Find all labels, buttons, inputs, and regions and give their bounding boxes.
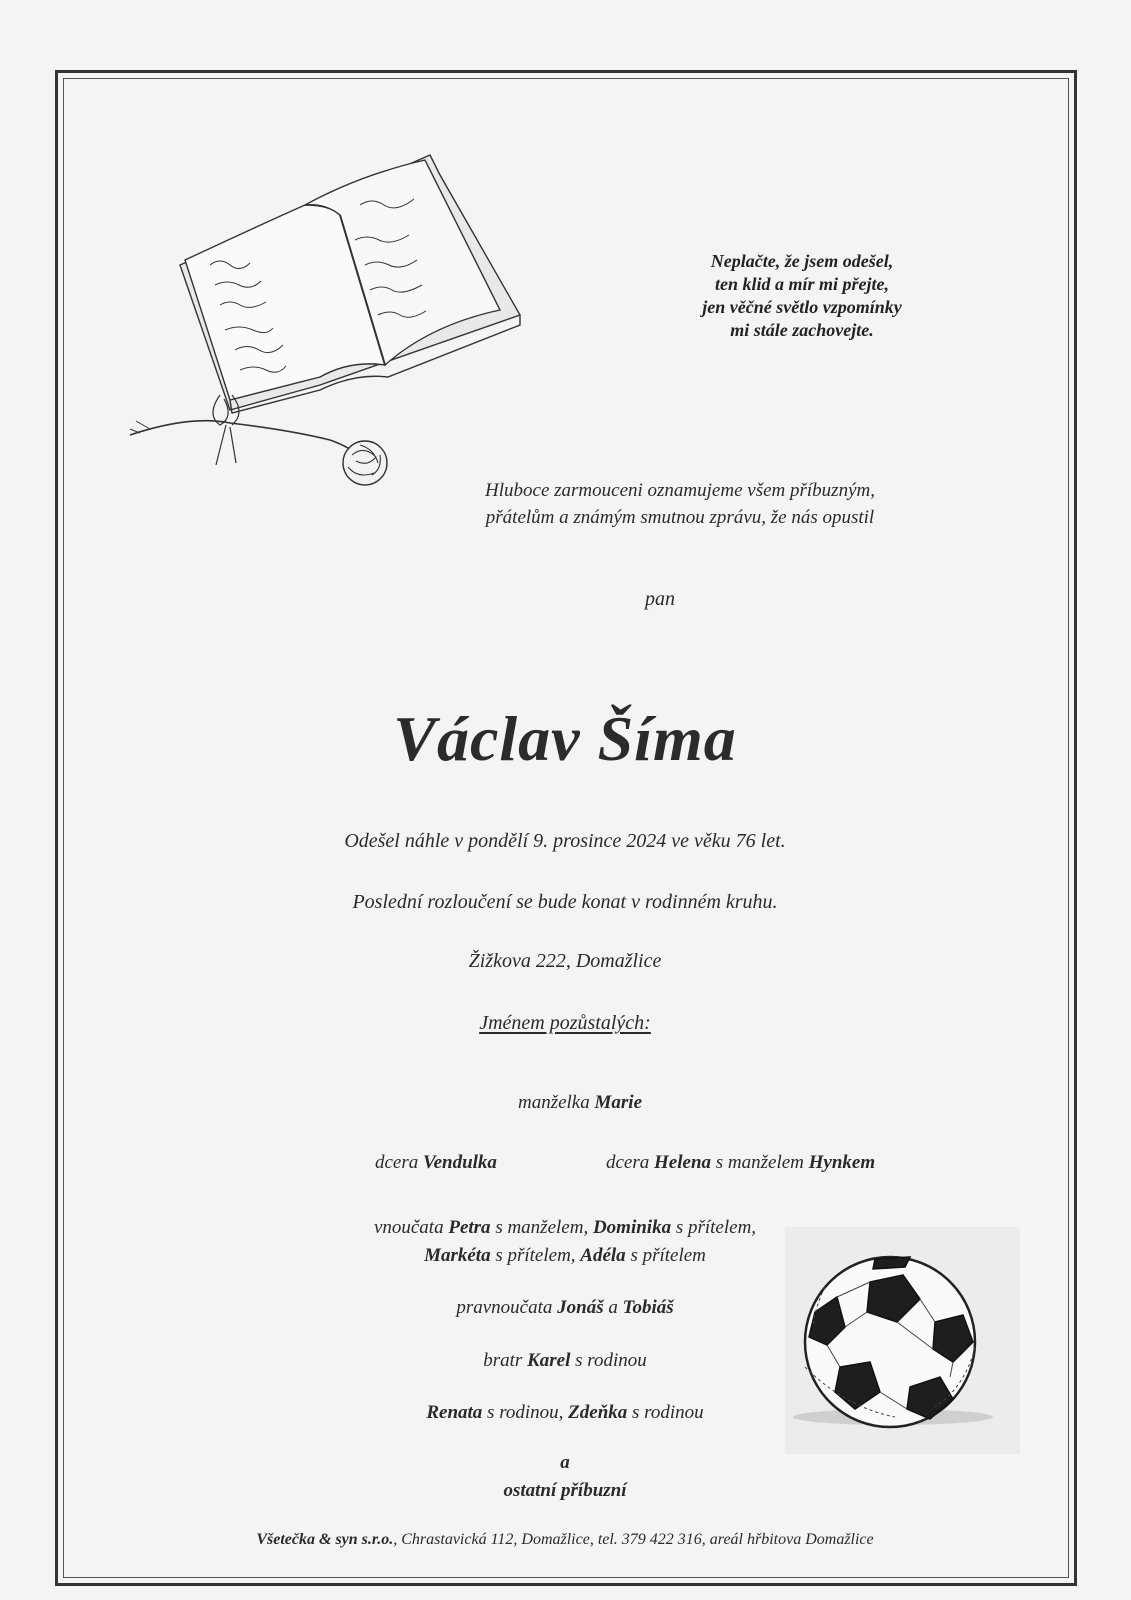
great-grandchild-1: Jonáš bbox=[557, 1297, 604, 1318]
other-relative-2: Zdeňka bbox=[568, 1402, 628, 1423]
wife-name: Marie bbox=[594, 1092, 642, 1113]
daughter2-mid: s manželem bbox=[711, 1152, 809, 1173]
grandchild-1-text: s manželem, bbox=[490, 1217, 593, 1238]
farewell-notice: Poslední rozloučení se bude konat v rodinném kruhu. bbox=[352, 891, 778, 913]
brother-name: Karel bbox=[527, 1350, 571, 1371]
great-grandchildren-prefix: pravnoučata bbox=[456, 1297, 558, 1318]
great-grandchild-2: Tobiáš bbox=[622, 1297, 674, 1318]
grandchild-2: Dominika bbox=[592, 1217, 672, 1238]
grandchild-2-text: s přítelem, bbox=[671, 1217, 757, 1238]
grandchild-4-text: s přítelem bbox=[625, 1245, 706, 1266]
daughter1-name: Vendulka bbox=[423, 1152, 497, 1173]
great-grandchildren-and: a bbox=[603, 1297, 623, 1318]
other-relative-1: Renata bbox=[426, 1402, 483, 1423]
family-brother bbox=[330, 1350, 800, 1372]
family-daughter-2 bbox=[606, 1152, 875, 1174]
address: Žižkova 222, Domažlice bbox=[468, 950, 662, 972]
other-relative-1-text: s rodinou, bbox=[482, 1402, 569, 1423]
daughter2-prefix: dcera bbox=[606, 1152, 655, 1173]
grandchild-4: Adéla bbox=[580, 1245, 626, 1266]
soccer-ball-icon bbox=[785, 1227, 1020, 1454]
other-relatives: ostatní příbuzní bbox=[503, 1480, 627, 1501]
daughter1-prefix: dcera bbox=[375, 1152, 424, 1173]
family-daughter-1 bbox=[375, 1152, 497, 1174]
salutation: pan bbox=[645, 588, 675, 610]
brother-suffix: s rodinou bbox=[570, 1350, 647, 1371]
family-wife bbox=[380, 1092, 780, 1114]
intro-line-2: přátelům a známým smutnou zprávu, že nás opustil bbox=[485, 507, 875, 528]
grandchild-3: Markéta bbox=[424, 1245, 491, 1266]
daughter2-name: Helena bbox=[654, 1152, 712, 1173]
grandchild-1: Petra bbox=[448, 1217, 491, 1238]
grandchild-3-text: s přítelem, bbox=[490, 1245, 581, 1266]
wife-prefix: manželka bbox=[517, 1092, 595, 1113]
poem-line-4: mi stále zachovejte. bbox=[730, 320, 874, 340]
poem-line-1: Neplačte, že jsem odešel, bbox=[710, 251, 894, 271]
other-relative-2-text: s rodinou bbox=[627, 1402, 704, 1423]
death-notice: Odešel náhle v pondělí 9. prosince 2024 ve věku 76 let. bbox=[344, 830, 786, 852]
poem-line-2: ten klid a mír mi přejte, bbox=[715, 274, 889, 294]
conjunction: a bbox=[560, 1452, 570, 1473]
intro-line-1: Hluboce zarmouceni oznamujeme všem příbuzným, bbox=[485, 480, 875, 501]
family-great-grandchildren bbox=[330, 1297, 800, 1319]
funeral-service-footer bbox=[130, 1531, 1000, 1549]
announcement-intro bbox=[440, 477, 920, 531]
on-behalf-heading: Jménem pozůstalých: bbox=[479, 1012, 651, 1034]
daughter2-spouse: Hynkem bbox=[808, 1152, 876, 1173]
deceased-name: Václav Šíma bbox=[393, 703, 737, 774]
family-others bbox=[300, 1402, 830, 1424]
grandchildren-prefix: vnoučata bbox=[373, 1217, 449, 1238]
poem bbox=[672, 250, 932, 342]
company-name: Všetečka & syn s.r.o. bbox=[256, 1531, 394, 1548]
poem-line-3: jen věčné světlo vzpomínky bbox=[702, 297, 902, 317]
soccer-ball-illustration bbox=[785, 1227, 1020, 1454]
open-book-rose-illustration bbox=[120, 145, 540, 515]
company-contact: , Chrastavická 112, Domažlice, tel. 379 422 316, areál hřbitova Domažlice bbox=[393, 1531, 874, 1548]
brother-prefix: bratr bbox=[483, 1350, 528, 1371]
